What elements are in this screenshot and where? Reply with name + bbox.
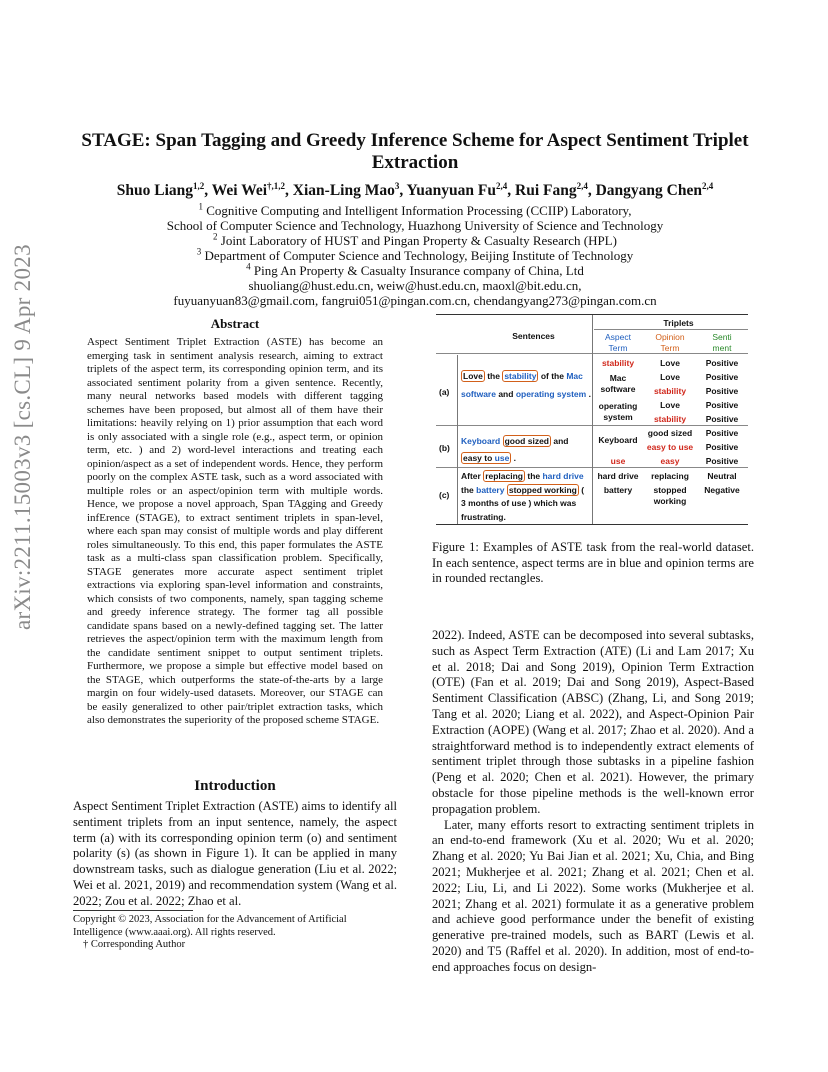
header-sentences: Sentences	[512, 331, 555, 341]
affiliation-line	[60, 233, 770, 248]
row-label: (a)	[439, 387, 450, 397]
author: Rui Fang	[515, 182, 577, 199]
author-sup: 1,2	[193, 180, 205, 191]
affiliation-line	[60, 203, 770, 218]
affiliation-sup: 3	[196, 246, 202, 257]
sentiment-cell: Positive	[705, 428, 739, 438]
affiliation-sup: 2	[213, 231, 218, 242]
header-sentiment: Senti ment	[712, 332, 732, 353]
opinion-cell: easy to use	[646, 442, 694, 452]
email-text: shuoliang@hust.edu.cn, weiw@hust.edu.cn, maoxl@bit.edu.cn,	[248, 278, 582, 293]
aspect-span: Keyboard	[461, 436, 501, 446]
author: Yuanyuan Fu	[406, 182, 496, 199]
author: Dangyang Chen	[595, 182, 702, 199]
affiliation-text: Ping An Property & Casualty Insurance company of China, Ltd	[253, 263, 584, 278]
arxiv-sidebar-stamp: arXiv:2211.15003v3 [cs.CL] 9 Apr 2023	[10, 244, 35, 630]
aspect-cell: battery	[603, 485, 633, 495]
opinion-cell: easy	[660, 456, 680, 466]
table-divider	[592, 315, 593, 524]
sentiment-cell: Negative	[704, 485, 740, 495]
footnote-rule	[73, 910, 193, 911]
opinion-cell: stability	[653, 386, 687, 396]
opinion-span: stopped working	[508, 484, 577, 495]
affiliation-text: Cognitive Computing and Intelligent Information Processing (CCIIP) Laboratory,	[206, 203, 632, 218]
author-sup: 3	[394, 180, 400, 191]
author-sup: 2,4	[496, 180, 508, 191]
author: Wei Wei	[211, 182, 268, 199]
sentiment-cell: Positive	[705, 414, 739, 424]
author-sup: †,1,2	[267, 180, 286, 191]
email-line	[60, 293, 770, 308]
affiliation-sup: 4	[246, 261, 251, 272]
opinion-cell: good sized	[647, 428, 693, 438]
aspect-opinion-span: stability	[504, 371, 537, 381]
email-line	[60, 278, 770, 293]
aspect-span: hard drive	[542, 471, 584, 481]
author-sup: 2,4	[701, 180, 714, 191]
header-triplets: Triplets	[663, 318, 694, 328]
footnotes	[73, 914, 397, 952]
opinion-span: good sized	[504, 436, 549, 446]
aspect-cell: operating system	[598, 401, 638, 422]
opinion-cell: stopped working	[653, 485, 687, 506]
affiliation-text: School of Computer Science and Technology, Huazhong University of Science and Technology	[166, 218, 664, 233]
aspect-cell: stability	[601, 358, 635, 368]
opinion-cell: Love	[660, 358, 680, 368]
introduction-heading: Introduction	[194, 778, 276, 794]
example-sentence-a: Love the stability of the Mac software and operating system .	[461, 371, 591, 399]
introduction-body	[73, 799, 397, 910]
author-list: Shuo Liang$^{1,2}$, Wei Wei$^{\dagger,1,2}$, Xian-Ling Mao$^3$, Yuanyuan Fu$^{2,4}$, Rui Fang$^{2,4}$, Dangyang Chen$^{2,4}$	[116, 180, 714, 199]
row-label: (b)	[439, 443, 450, 453]
author: Shuo Liang	[116, 182, 194, 199]
author-sup: 2,4	[576, 180, 588, 191]
header-aspect: Aspect Term	[605, 332, 631, 353]
header-rule	[594, 329, 748, 330]
opinion-span: easy to use	[463, 453, 510, 463]
affiliations	[60, 203, 770, 308]
affiliation-line	[60, 248, 770, 263]
affiliation-sup: 1	[198, 201, 204, 212]
opinion-span: replacing	[485, 471, 523, 481]
aspect-cell: Mac software	[600, 373, 636, 394]
example-sentence-c: After replacing the hard drive the battery stopped working ( 3 months of use ) which was frustrating.	[461, 471, 585, 522]
header-opinion: Opinion Term	[655, 332, 685, 353]
aspect-span: battery	[476, 484, 505, 495]
abstract-paragraph: Aspect Sentiment Triplet Extraction (ASTE) has become an emerging task in sentiment analysis research, aiming to extract triplets of the aspect term, its corresponding opinion term, and its associated sentiment polarity from a given sentence. Recently, many neural networks based models with different tagging schemes have been proposed, but almost all of them have their limitations: heavily relying on 1) prior assumption that each word is only associated with a single role (e.g., aspect term, or opinion term, etc. ) and 2) word-level interactions and treating each opinion/aspect as a set of independent words. Hence, they perform poorly on the complex ASTE task, such as a word associated with multiple roles or an aspect/opinion term with multiple words. Hence, we propose a novel approach, Span TAgging and Greedy infErence (STAGE), to extract sentiment triplets in span-level, where each span may consist of multiple words and play different roles simultaneously. To this end, this paper formulates the ASTE task as a multi-class span classification problem. Specifically, STAGE generates more accurate aspect sentiment triplet extractions via exploring span-level information and constraints, which consists of two components, namely, span tagging scheme and greedy inference strategy. The former tag all possible candidate spans based on a newly-defined tagging set. The latter retrieves the aspect/opinion term with the maximum length from the candidate sentiment snippet to output sentiment triplets. Furthermore, we propose a simple but effective model based on the STAGE, which outperforms the state-of-the-arts by a large margin on four widely-used datasets. Moreover, our STAGE can be easily generalized to other pair/triplet extraction tasks, which also demonstrates the superiority of the proposed scheme STAGE.	[87, 336, 383, 726]
copyright-footnote: Copyright © 2023, Association for the Advancement of Artificial Intelligence (www.aaai.org). All rights reserved.	[73, 914, 347, 938]
intro-paragraph: Aspect Sentiment Triplet Extraction (ASTE) aims to identify all sentiment triplets from an input sentence, namely, the aspect term (a) with its corresponding opinion term (o) and sentiment polarity (s) (as shown in Figure 1). It can be applied in many downstream tasks, such as dialogue generation (Liu et al. 2022; Wei et al. 2021, 2019) and recommendation system (Wang et al. 2022; Zou et al. 2022; Zhao et al.	[73, 799, 397, 908]
sentiment-cell: Positive	[705, 400, 739, 410]
table-divider	[457, 355, 458, 524]
opinion-span: Love	[463, 371, 483, 381]
figure-1-caption: Figure 1: Examples of ASTE task from the real-world dataset. In each sentence, aspect terms are in blue and opinion terms are in rounded rectangles.	[432, 540, 754, 586]
affiliation-text: Joint Laboratory of HUST and Pingan Property & Casualty Research (HPL)	[220, 233, 617, 248]
aspect-span: operating system	[515, 389, 587, 399]
aspect-cell: use	[610, 456, 626, 466]
aspect-cell: Keyboard	[598, 435, 638, 445]
abstract-body	[87, 336, 383, 728]
example-sentence-b: Keyboard good sized and easy to use .	[461, 436, 569, 463]
sentiment-cell: Positive	[705, 456, 739, 466]
sentiment-cell: Positive	[705, 358, 739, 368]
body-paragraph: Later, many efforts resort to extracting sentiment triplets in an end-to-end framework (Xu et al. 2020; Wu et al. 2020; Zhang et al. 2020; Yu Bai Jian et al. 2021; Xu, Chia, and Bing 2021; Mukherjee et al. 2021; Zhang et al. 2021; Chen et al. 2022; Liu, Li, and Li 2022). Some works (Mukherjee et al. 2021; Zhang et al. 2021) formulate it as a generative problem and achieve good performance under the benefit of existing generative pre-trained models, such as BART (Lewis et al. 2020) and T5 (Raffel et al. 2020). In addition, most of end-to-end approaches focus on design-	[432, 817, 754, 974]
right-column-body	[432, 628, 754, 976]
aspect-cell: hard drive	[597, 471, 639, 481]
body-paragraph: 2022). Indeed, ASTE can be decomposed into several subtasks, such as Aspect Term Extraction (ATE) (Li and Lam 2017; Xu et al. 2018; Dai and Song 2019), Opinion Term Extraction (OTE) (Fan et al. 2019; Dai and Song 2019), Aspect-Based Sentiment Classification (ABSC) (Zhang, Li, and Song 2019; Tang et al. 2020; Liang et al. 2022), and Aspect-Opinion Pair Extraction (AOPE) (Wang et al. 2017; Zhao et al. 2020). And a straightforward method is to independently extract elements of sentiment triplet through those subtasks in a pipeline fashion (Peng et al. 2020; Chen et al. 2021). However, the primary obstacle for those pipeline methods is the well-known error propagation problem.	[432, 628, 754, 816]
affiliation-text: Department of Computer Science and Technology, Beijing Institute of Technology	[204, 248, 634, 263]
sentiment-cell: Positive	[705, 372, 739, 382]
aspect-span: Mac software	[461, 371, 583, 399]
abstract-heading: Abstract	[210, 316, 260, 331]
author: Xian-Ling Mao	[292, 182, 395, 199]
opinion-cell: stability	[653, 414, 687, 424]
opinion-cell: replacing	[651, 471, 689, 481]
affiliation-line	[60, 263, 770, 278]
figure-1-table	[436, 314, 748, 525]
paper-title: STAGE: Span Tagging and Greedy Inference Scheme for Aspect Sentiment Triplet Extraction	[81, 130, 749, 173]
sentiment-cell: Positive	[705, 386, 739, 396]
corresponding-author-footnote: † Corresponding Author	[83, 939, 186, 950]
opinion-cell: Love	[660, 400, 680, 410]
email-text: fuyuanyuan83@gmail.com, fangrui051@pingan.com.cn, chendangyang273@pingan.com.cn	[173, 293, 657, 308]
opinion-cell: Love	[660, 372, 680, 382]
affiliation-line	[60, 218, 770, 233]
row-label: (c)	[439, 490, 450, 500]
sentiment-cell: Neutral	[707, 471, 737, 481]
sentiment-cell: Positive	[705, 442, 739, 452]
